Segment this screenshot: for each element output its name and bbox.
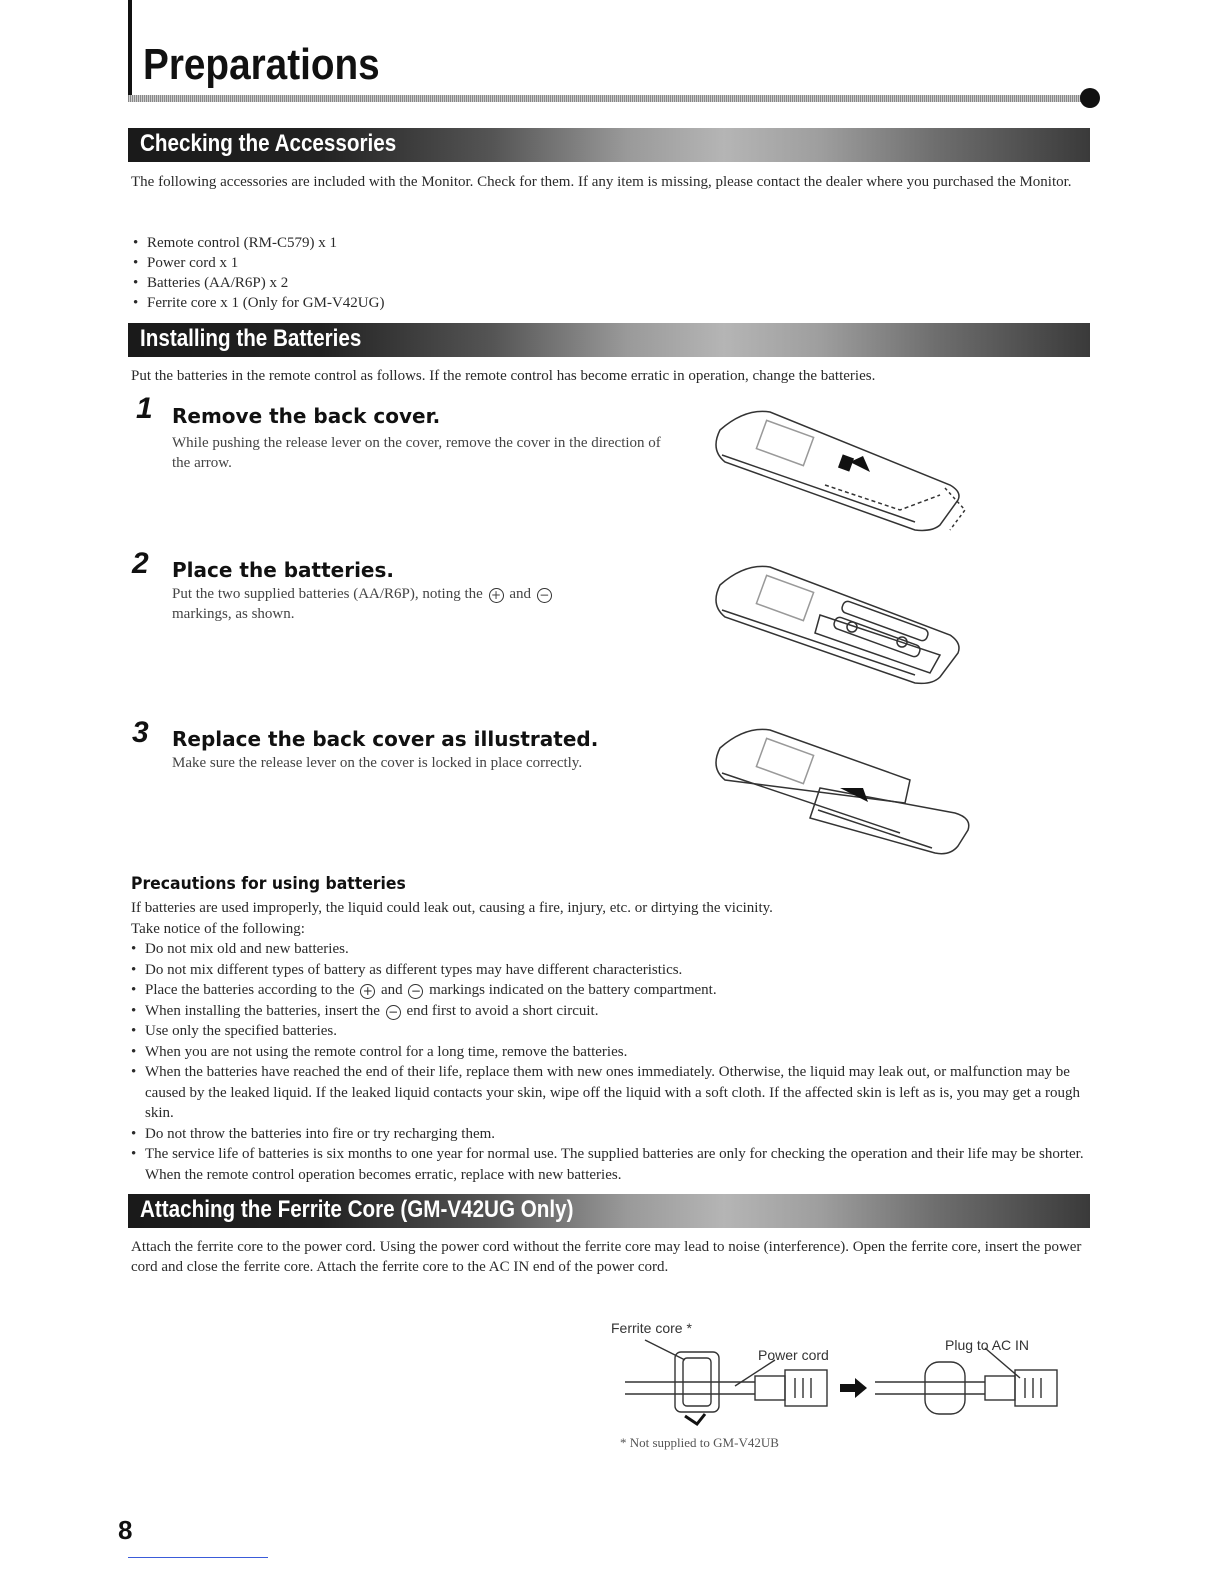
list-item: • Remote control (RM-C579) x 1 xyxy=(133,233,384,253)
title-rule xyxy=(128,95,1088,102)
list-item: • Do not mix old and new batteries. xyxy=(131,939,1091,960)
list-item-text: and xyxy=(381,982,403,998)
step-title: Remove the back cover. xyxy=(172,404,441,428)
section-heading-batteries xyxy=(128,323,1090,357)
plus-icon: + xyxy=(489,588,504,603)
footer-line xyxy=(128,1557,268,1558)
accessories-list xyxy=(133,233,384,313)
list-item-text: markings indicated on the battery compartment. xyxy=(429,982,717,998)
list-item-text: end first to avoid a short circuit. xyxy=(406,1002,599,1019)
step-title: Replace the back cover as illustrated. xyxy=(172,727,599,751)
section-heading-ferrite xyxy=(128,1194,1090,1228)
list-item: • Batteries (AA/R6P) x 2 xyxy=(133,273,384,293)
section-heading-text: Checking the Accessories xyxy=(140,130,397,157)
power-cord-label: Power cord xyxy=(758,1347,829,1363)
precautions-list xyxy=(131,939,1091,1185)
section-heading-accessories xyxy=(128,128,1090,162)
step-title: Place the batteries. xyxy=(172,558,395,582)
list-item: • The service life of batteries is six months to one year for normal use. The supplied batteries are only for checking the operation and their life may be shorter. When the remote control operation becomes erratic, replace with new batteries. xyxy=(131,1144,1091,1185)
page-title: Preparations xyxy=(143,40,380,89)
batteries-intro: Put the batteries in the remote control as follows. If the remote control has become erratic in operation, change the batteries. xyxy=(131,368,876,384)
list-item: • Power cord x 1 xyxy=(133,253,384,273)
step-body: Make sure the release lever on the cover is locked in place correctly. xyxy=(172,755,583,771)
plus-icon: + xyxy=(360,984,375,999)
step-body xyxy=(172,584,672,624)
list-item: • Use only the specified batteries. xyxy=(131,1021,1091,1042)
list-item xyxy=(131,980,1091,1001)
list-item-text: When installing the batteries, insert the xyxy=(145,1002,380,1019)
minus-icon: − xyxy=(408,984,423,999)
step-body-text: Put the two supplied batteries (AA/R6P), noting the xyxy=(172,586,483,602)
accessories-intro: The following accessories are included with the Monitor. Check for them. If any item is missing, please contact the dealer where you purchased the Monitor. xyxy=(131,174,1072,190)
section-heading-text: Installing the Batteries xyxy=(140,325,362,352)
step-body-text: markings, as shown. xyxy=(172,606,295,622)
minus-icon: − xyxy=(537,588,552,603)
precautions-text: Take notice of the following: xyxy=(131,920,305,937)
remote-remove-cover-illustration xyxy=(700,400,980,550)
plug-label: Plug to AC IN xyxy=(945,1337,1030,1353)
list-item xyxy=(131,1001,1091,1022)
step-number: 1 xyxy=(136,392,153,425)
section-heading-text: Attaching the Ferrite Core (GM-V42UG Only) xyxy=(140,1196,574,1223)
ferrite-core-diagram xyxy=(615,1338,1075,1428)
step-body-text: and xyxy=(509,586,531,602)
title-rule-dot xyxy=(1080,88,1100,108)
ferrite-core-label: Ferrite core * xyxy=(611,1320,692,1336)
list-item: • When the batteries have reached the end of their life, replace them with new ones immediately. Otherwise, the liquid may leak out, or malfunction may be caused by the leaked liquid. If the leaked liquid contacts your skin, wipe off the liquid with a soft cloth. If the affected skin is left as is, you may get a rough skin. xyxy=(131,1062,1091,1124)
step-body: While pushing the release lever on the cover, remove the cover in the direction of the arrow. xyxy=(172,435,661,471)
page-number: 8 xyxy=(118,1515,133,1545)
list-item: • Do not throw the batteries into fire or try recharging them. xyxy=(131,1124,1091,1145)
precautions-heading: Precautions for using batteries xyxy=(131,874,406,894)
ferrite-footnote: * Not supplied to GM-V42UB xyxy=(620,1435,779,1450)
list-item: • Do not mix different types of battery as different types may have different characteristics. xyxy=(131,960,1091,981)
precautions-text: If batteries are used improperly, the liquid could leak out, causing a fire, injury, etc. or dirtying the vicinity. xyxy=(131,900,773,916)
remote-replace-cover-illustration xyxy=(700,718,980,863)
list-item-text: Place the batteries according to the xyxy=(145,982,355,998)
list-item: • When you are not using the remote control for a long time, remove the batteries. xyxy=(131,1042,1091,1063)
list-item: • Ferrite core x 1 (Only for GM-V42UG) xyxy=(133,293,384,313)
title-side-bar xyxy=(128,0,132,98)
step-number: 3 xyxy=(132,716,149,749)
minus-icon: − xyxy=(386,1005,401,1020)
ferrite-intro: Attach the ferrite core to the power cord. Using the power cord without the ferrite core may lead to noise (interference). Open the ferrite core, insert the power cord and close the ferrite core. Attach the ferrite core to the AC IN end of the power cord. xyxy=(131,1239,1082,1275)
precautions-block xyxy=(131,898,1091,1185)
step-number: 2 xyxy=(132,547,149,580)
remote-place-batteries-illustration xyxy=(700,555,980,695)
